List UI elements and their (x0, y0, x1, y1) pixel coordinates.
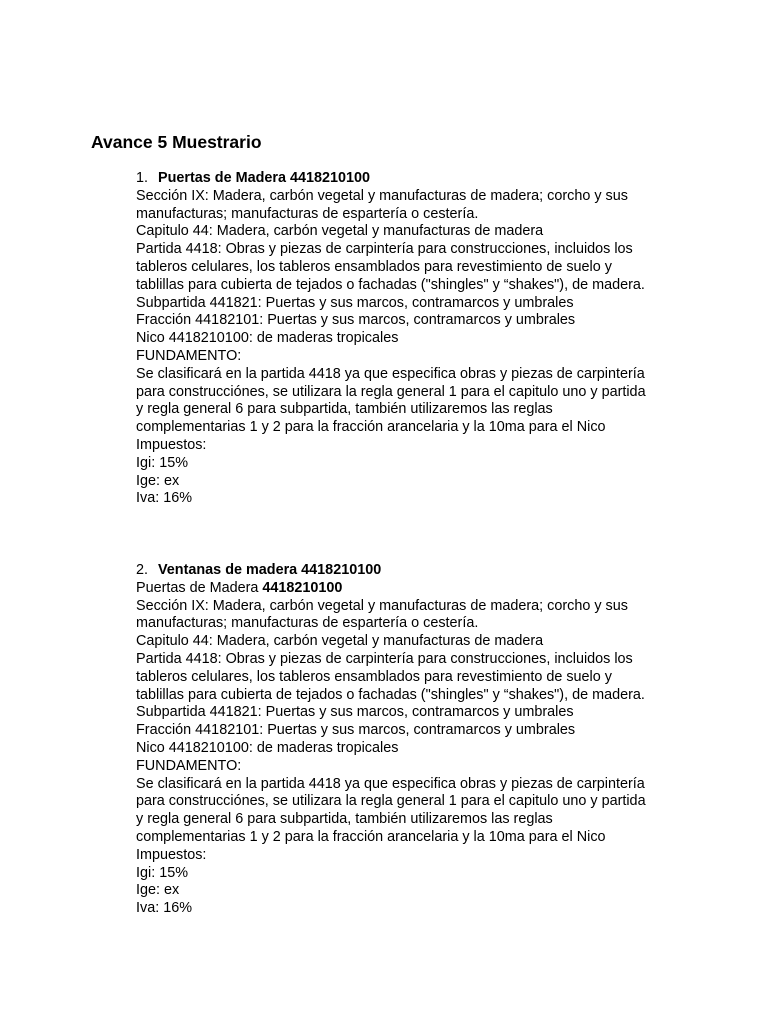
section-heading-text: Puertas de Madera 4418210100 (158, 170, 371, 186)
text-line: FUNDAMENTO: (136, 757, 242, 774)
text-line: Iva: 16% (136, 490, 192, 507)
text-line: Capitulo 44: Madera, carbón vegetal y manufacturas de madera (136, 633, 544, 650)
subheading-line (136, 580, 696, 598)
text-line: Ige: ex (136, 472, 180, 489)
section-heading-text: Ventanas de madera 4418210100 (158, 562, 382, 578)
text-line: Partida 4418: Obras y piezas de carpintería para construcciones, incluidos los (136, 650, 633, 667)
subheading-code: 4418210100 (262, 579, 343, 596)
text-line: manufacturas; manufacturas de espartería o cestería. (136, 205, 479, 222)
text-line: tableros celulares, los tableros ensamblados para revestimiento de suelo y (136, 668, 612, 685)
text-line: para construcciónes, se utilizara la regla general 1 para el capitulo uno y partida (136, 383, 646, 400)
section-number: 1. (136, 170, 149, 186)
text-line: Subpartida 441821: Puertas y sus marcos, contramarcos y umbrales (136, 704, 574, 721)
text-line: tablillas para cubierta de tejados o fachadas ("shingles" y “shakes"), de madera. (136, 686, 645, 703)
subheading-text: Puertas de Madera (136, 579, 263, 596)
text-line: complementarias 1 y 2 para la fracción arancelaria y la 10ma para el Nico (136, 419, 606, 436)
text-line: Nico 4418210100: de maderas tropicales (136, 739, 399, 756)
text-line: Capitulo 44: Madera, carbón vegetal y manufacturas de madera (136, 223, 544, 240)
text-line: Subpartida 441821: Puertas y sus marcos, contramarcos y umbrales (136, 294, 574, 311)
text-line: tablillas para cubierta de tejados o fachadas ("shingles" y “shakes"), de madera. (136, 276, 645, 293)
text-line: Fracción 44182101: Puertas y sus marcos, contramarcos y umbrales (136, 312, 576, 329)
text-line: Iva: 16% (136, 900, 192, 917)
text-line: FUNDAMENTO: (136, 347, 242, 364)
text-line: complementarias 1 y 2 para la fracción arancelaria y la 10ma para el Nico (136, 828, 606, 845)
section-ventanas-de-madera (136, 562, 696, 918)
text-line: tableros celulares, los tableros ensamblados para revestimiento de suelo y (136, 258, 612, 275)
section-number: 2. (136, 562, 149, 578)
text-line: Ige: ex (136, 882, 180, 899)
text-line: Impuestos: (136, 846, 207, 863)
text-line: Fracción 44182101: Puertas y sus marcos, contramarcos y umbrales (136, 722, 576, 739)
text-line: Sección IX: Madera, carbón vegetal y manufacturas de madera; corcho y sus (136, 597, 628, 614)
text-line: Igi: 15% (136, 864, 188, 881)
section-heading (136, 562, 696, 580)
section-heading (136, 170, 696, 188)
text-line: Impuestos: (136, 436, 207, 453)
document-title: Avance 5 Muestrario (91, 132, 262, 152)
text-line: Igi: 15% (136, 454, 188, 471)
text-line: Se clasificará en la partida 4418 ya que especifica obras y piezas de carpintería (136, 365, 645, 382)
text-line: Se clasificará en la partida 4418 ya que especifica obras y piezas de carpintería (136, 775, 645, 792)
text-line: Nico 4418210100: de maderas tropicales (136, 330, 399, 347)
text-line: manufacturas; manufacturas de espartería o cestería. (136, 615, 479, 632)
section-puertas-de-madera (136, 170, 696, 508)
text-line: para construcciónes, se utilizara la regla general 1 para el capitulo uno y partida (136, 793, 646, 810)
text-line: Partida 4418: Obras y piezas de carpintería para construcciones, incluidos los (136, 241, 633, 258)
text-line: Sección IX: Madera, carbón vegetal y manufacturas de madera; corcho y sus (136, 187, 628, 204)
text-line: y regla general 6 para subpartida, también utilizaremos las reglas (136, 401, 553, 418)
text-line: y regla general 6 para subpartida, también utilizaremos las reglas (136, 811, 553, 828)
